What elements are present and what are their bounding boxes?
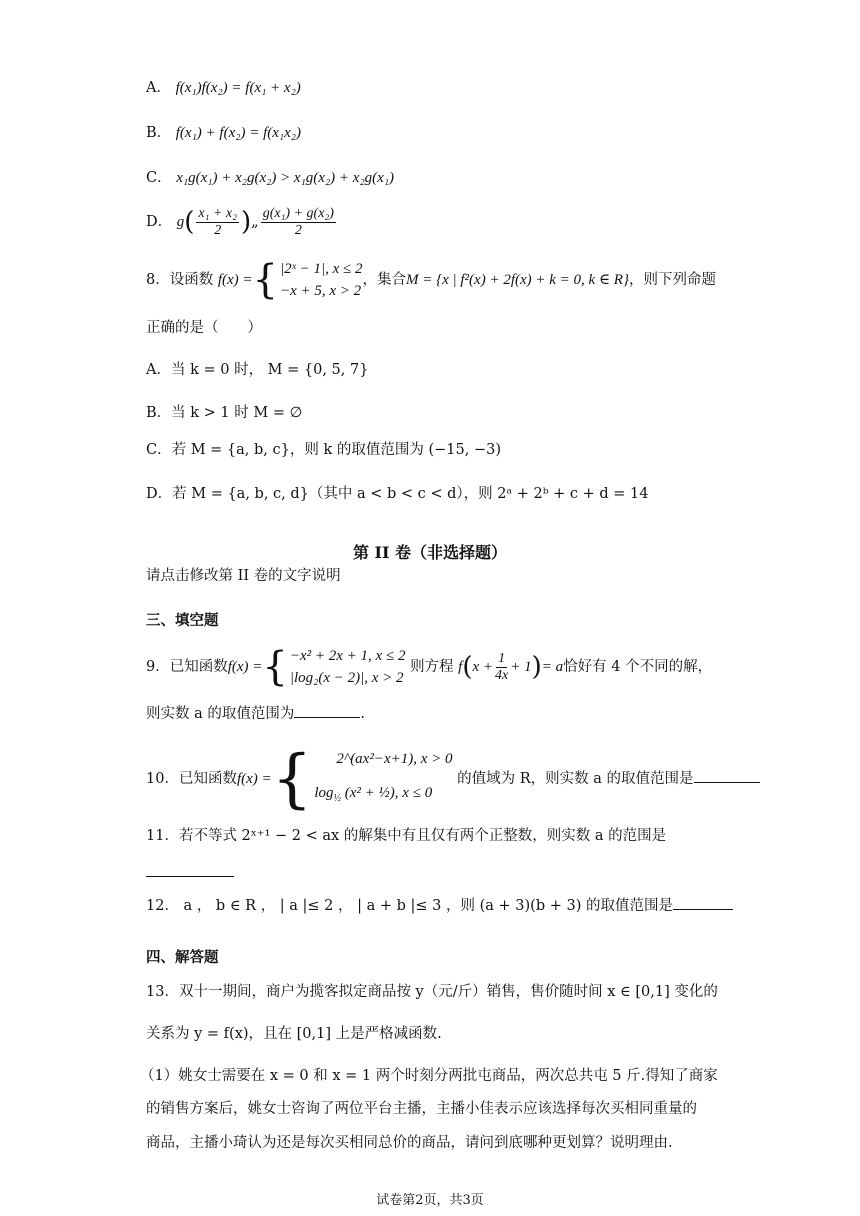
set-formula: M = {x | f²(x) + 2f(x) + k = 0, k ∈ R} — [405, 272, 629, 288]
stem-text: 则实数 a 的取值范围为 — [146, 706, 295, 722]
q11-blank-line — [146, 862, 234, 883]
option-label: B． — [146, 125, 172, 141]
piecewise-cases: 2^(ax²−x+1), x > 0 $\log_{\frac{1}{2}} (x^2$ + ½), x ≤ 0 — [314, 751, 453, 804]
q11-stem: 11．若不等式 2ˣ⁺¹ − 2 < ax 的解集中有且仅有两个正整数，则实数 a 的范围是 — [146, 828, 667, 844]
q8-option-d: D．若 M = {a, b, c, d}（其中 a < b < c < d），则 2ᵃ + 2ᵇ + c + d = 14 — [146, 486, 649, 502]
function-name: f(x) = — [227, 659, 263, 675]
formula: f(x₁)f(x₂) = f(x₁ + x₂) — [175, 80, 301, 96]
page-footer: 试卷第2页，共3页 — [376, 1193, 484, 1208]
q10-stem: 10．已知函数f(x) ={ 2^(ax²−x+1), x > 0 $\log_{\frac{1}{2}} (x^2$ + ½), x ≤ 0 的值域为 R，则实数 a 的取值范围是 — [146, 742, 760, 816]
formula: f(x₁) + f(x₂) = f(x₁x₂) — [175, 125, 301, 141]
function-name: f(x) = — [236, 771, 272, 787]
option-label: D． — [146, 214, 173, 230]
formula: x₁g(x₁) + x₂g(x₂) > x₁g(x₂) + x₂g(x₁) — [176, 170, 395, 186]
equation-f: f — [458, 659, 463, 675]
q8-stem: 8．设函数 f(x) ={ |2ˣ − 1|, x ≤ 2 −x + 5, x > 2 ，集合M = {x | f²(x) + 2f(x) + k = 0, k ∈ R}，则下列命题 — [146, 257, 716, 303]
formula-g: g — [176, 214, 185, 230]
q9-stem-line2: 则实数 a 的取值范围为 . — [146, 703, 365, 724]
answer-blank[interactable] — [673, 895, 733, 910]
piecewise-cases: |2ˣ − 1|, x ≤ 2 −x + 5, x > 2 — [279, 261, 363, 299]
stem-text: ，则下列命题 — [628, 272, 716, 288]
q8-option-c: C．若 M = {a, b, c}，则 k 的取值范围为 (−15, −3) — [146, 442, 501, 458]
q13-stem-line2: 关系为 y = f(x)，且在 [0,1] 上是严格减函数. — [146, 1026, 442, 1042]
q13-part1-line2: 的销售方案后，姚女士咨询了两位平台主播，主播小佳表示应该选择每次买相同重量的 — [146, 1101, 697, 1117]
stem-text: 12． a ， b ∈ R ， | a |≤ 2 ， | a + b |≤ 3 ，则 (a + 3)(b + 3) 的取值范围是 — [146, 898, 673, 914]
equation-rhs: = a — [541, 659, 564, 675]
equation-rest: + 1 — [510, 659, 532, 675]
relation: „ — [251, 214, 259, 230]
q7-option-c — [146, 168, 394, 188]
q13-part1-line3: 商品，主播小琦认为还是每次买相同总价的商品，请问到底哪种更划算？说明理由. — [146, 1135, 673, 1151]
equation-x: x + — [472, 659, 494, 675]
option-label: A． — [146, 80, 171, 96]
piecewise-cases: −x² + 2x + 1, x ≤ 2 |log₂(x − 2)|, x > 2 — [289, 648, 406, 686]
section-note: 请点击修改第 II 卷的文字说明 — [146, 568, 341, 584]
q7-option-b — [146, 123, 301, 143]
stem-text: 恰好有 4 个不同的解， — [563, 659, 713, 675]
stem-text: 9．已知函数 — [146, 659, 228, 675]
q7-option-a — [146, 78, 301, 98]
answer-blank[interactable] — [146, 862, 234, 877]
q13-part1-line1: （1）姚女士需要在 x = 0 和 x = 1 两个时刻分两批屯商品，两次总共屯 5 斤.得知了商家 — [140, 1068, 718, 1084]
stem-text: 的值域为 R，则实数 a 的取值范围是 — [457, 771, 694, 787]
fraction: $\frac{1}{4x}$ — [495, 650, 509, 683]
q13-stem-line1: 13．双十一期间，商户为揽客拟定商品按 y（元/斤）销售，售价随时间 x ∈ [0,1] 变化的 — [146, 984, 718, 1000]
heading-solution: 四、解答题 — [146, 949, 219, 966]
answer-blank[interactable] — [294, 703, 360, 718]
function-name: f(x) = — [217, 272, 253, 288]
option-label: C． — [146, 170, 172, 186]
q8-stem-line2: 正确的是（ ） — [146, 320, 262, 336]
stem-text: 设函数 — [169, 272, 214, 288]
q7-option-d: D． g( $\frac{\text{x₁ + x₂}}{2}$ )„ $\frac{\text{g(x₁) + g(x₂)}}{2}$ — [146, 205, 334, 238]
stem-text: 则方程 — [410, 659, 454, 675]
heading-fill-in: 三、填空题 — [146, 612, 219, 629]
stem-text: ，集合 — [362, 272, 406, 288]
q12-stem — [146, 895, 733, 916]
fraction: $\frac{\text{g(x₁) + g(x₂)}}{2}$ — [262, 205, 334, 238]
q8-option-b: B．当 k > 1 时 M = ∅ — [146, 405, 303, 421]
question-number: 8． — [146, 272, 170, 288]
q9-stem: 9．已知函数f(x) ={ −x² + 2x + 1, x ≤ 2 |log₂(x − 2)|, x > 2 则方程 f(x + $\frac{1}{4x}$ + 1)= a恰好有 4 个不同的解， — [146, 644, 713, 690]
fraction: $\frac{\text{x₁ + x₂}}{2}$ — [198, 205, 238, 238]
stem-text: 10．已知函数 — [146, 771, 237, 787]
q8-option-a: A．当 k = 0 时， M = {0, 5, 7} — [146, 362, 369, 378]
section-title: 第 II 卷（非选择题） — [352, 543, 508, 562]
answer-blank[interactable] — [694, 768, 760, 783]
